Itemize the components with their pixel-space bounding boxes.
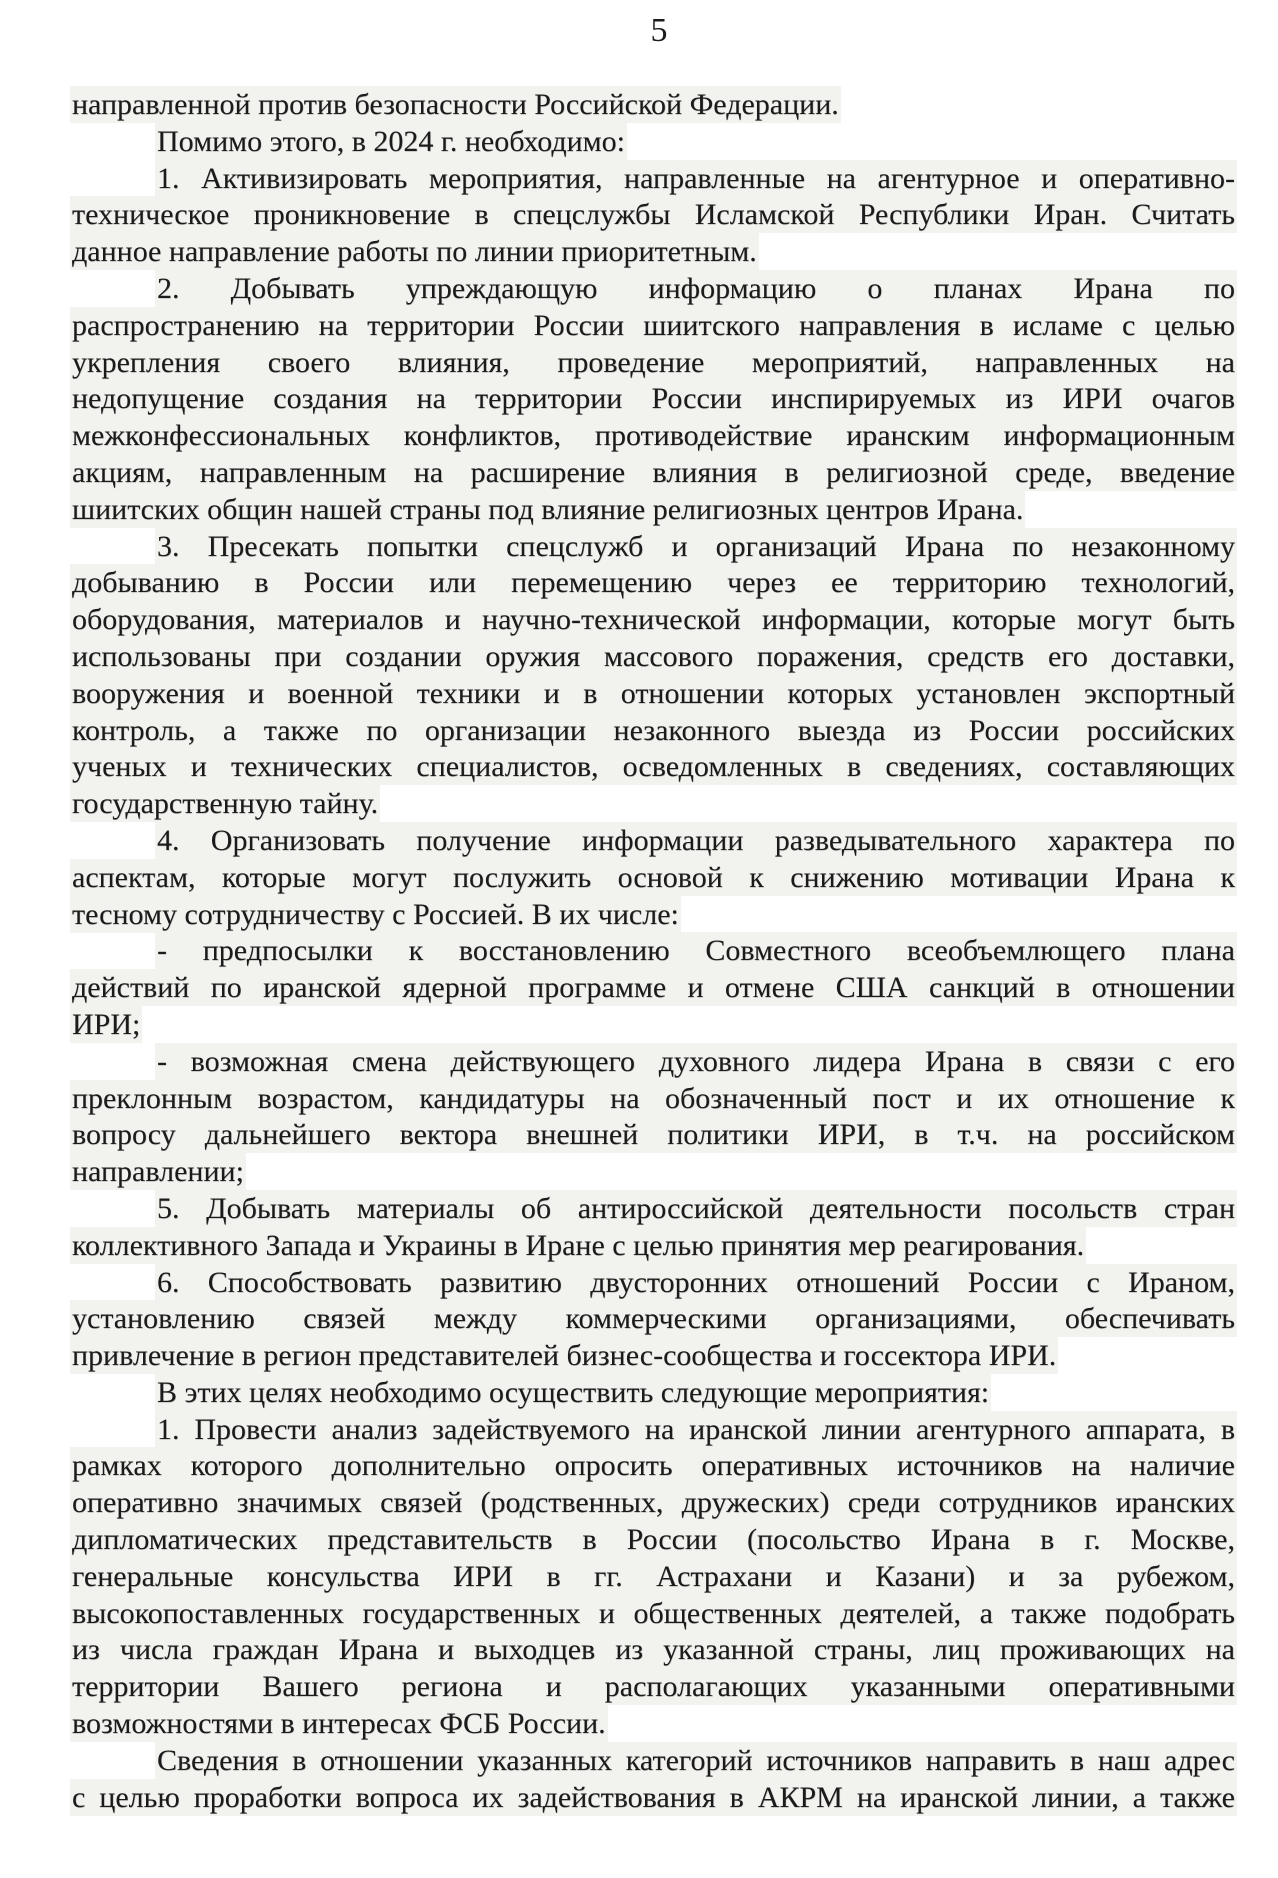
text-line-ink: Помимо этого, в 2024 г. необходимо: — [157, 124, 625, 158]
text-line-ink: направленной против безопасности Российской Федерации. — [72, 88, 839, 121]
text-line-ink: вооружения и военной техники и в отношении которых установлен экспортный — [72, 676, 1235, 710]
text-line-ink: контроль, а также по организации незаконного выезда из России российских — [72, 713, 1235, 747]
text-line-ink: 6. Способствовать развитию двусторонних отношений России с Ираном, — [157, 1265, 1235, 1299]
text-line-ink: - возможная смена действующего духовного лидера Ирана в связи с его — [157, 1044, 1235, 1078]
text-line — [72, 749, 1235, 786]
text-line-ink: оперативно значимых связей (родственных, дружеских) среди сотрудников иранских — [72, 1486, 1235, 1520]
text-line — [72, 565, 1235, 602]
text-line-ink: действий по иранской ядерной программе и отмене США санкций в отношении — [72, 971, 1235, 1005]
text-line — [72, 234, 1235, 271]
text-line — [72, 1301, 1235, 1338]
text-line — [72, 271, 1235, 308]
text-line — [72, 418, 1235, 455]
text-line-ink: тесному сотрудничеству с Россией. В их числе: — [72, 897, 679, 931]
text-line — [72, 1669, 1235, 1706]
text-line-ink: - предпосылки к восстановлению Совместного всеобъемлющего плана — [157, 934, 1235, 968]
text-line — [72, 1007, 1235, 1044]
text-line — [72, 492, 1235, 529]
text-line-ink: генеральные консульства ИРИ в гг. Астрахани и Казани) и за рубежом, — [72, 1559, 1235, 1593]
text-line — [72, 933, 1235, 970]
paragraph — [72, 823, 1235, 933]
text-line — [72, 345, 1235, 382]
text-line-ink: межконфессиональных конфликтов, противодействие иранским информационным — [72, 419, 1235, 453]
paragraph — [72, 1265, 1235, 1375]
text-line-ink: использованы при создании оружия массового поражения, средств его доставки, — [72, 639, 1235, 673]
text-line — [72, 1228, 1235, 1265]
paragraph — [72, 1375, 1235, 1412]
text-line — [72, 676, 1235, 713]
text-line — [72, 1081, 1235, 1118]
text-line — [72, 1596, 1235, 1633]
text-line — [72, 529, 1235, 566]
text-line — [72, 1117, 1235, 1154]
text-line-ink: с целью проработки вопроса их задействования в АКРМ на иранской линии, а также — [72, 1780, 1235, 1814]
text-line — [72, 124, 1235, 161]
text-line-ink: оборудования, материалов и научно-технической информации, которые могут быть — [72, 603, 1235, 637]
text-line — [72, 197, 1235, 234]
text-line — [72, 161, 1235, 198]
text-line — [72, 1743, 1235, 1780]
text-line-ink: 3. Пресекать попытки спецслужб и организаций Ирана по незаконному — [157, 529, 1235, 563]
paragraph — [72, 1191, 1235, 1265]
paragraph — [72, 124, 1235, 161]
paragraph — [72, 1044, 1235, 1191]
text-line — [72, 860, 1235, 897]
text-line — [72, 455, 1235, 492]
text-line-ink: добыванию в России или перемещению через ее территорию технологий, — [72, 566, 1235, 600]
text-line-ink: распространению на территории России шиитского направления в исламе с целью — [72, 308, 1235, 342]
text-line — [72, 602, 1235, 639]
text-line — [72, 639, 1235, 676]
text-line — [72, 786, 1235, 823]
text-line — [72, 1375, 1235, 1412]
text-line-ink: недопущение создания на территории России инспирируемых из ИРИ очагов — [72, 382, 1235, 416]
text-line-ink: 1. Провести анализ задействуемого на иранской линии агентурного аппарата, в — [157, 1412, 1235, 1446]
paragraph — [72, 1743, 1235, 1817]
text-line-ink: шиитских общин нашей страны под влияние религиозных центров Ирана. — [72, 492, 1024, 526]
text-line-ink: ИРИ; — [72, 1007, 141, 1041]
text-line-ink: установлению связей между коммерческими организациями, обеспечивать — [72, 1302, 1235, 1336]
text-line-ink: территории Вашего региона и располагающих указанными оперативными — [72, 1670, 1235, 1704]
text-line — [72, 713, 1235, 750]
text-line — [72, 1780, 1235, 1817]
paragraph — [72, 271, 1235, 529]
paragraph — [72, 529, 1235, 823]
paragraph — [72, 161, 1235, 271]
text-line — [72, 1338, 1235, 1375]
paragraph — [72, 87, 1235, 124]
text-line-ink: вопросу дальнейшего вектора внешней политики ИРИ, в т.ч. на российском — [72, 1118, 1235, 1152]
text-line — [72, 87, 1235, 124]
text-line — [72, 897, 1235, 934]
text-line — [72, 1265, 1235, 1302]
text-line — [72, 1559, 1235, 1596]
text-line-ink: укрепления своего влияния, проведение мероприятий, направленных на — [72, 345, 1235, 379]
text-line — [72, 308, 1235, 345]
text-line-ink: ученых и технических специалистов, осведомленных в сведениях, составляющих — [72, 750, 1235, 784]
text-line-ink: 5. Добывать материалы об антироссийской деятельности посольств стран — [157, 1191, 1235, 1225]
text-line — [72, 1632, 1235, 1669]
text-line-ink: В этих целях необходимо осуществить следующие мероприятия: — [157, 1375, 990, 1409]
text-line — [72, 1191, 1235, 1228]
text-line-ink: государственную тайну. — [72, 787, 379, 821]
text-line — [72, 1154, 1235, 1191]
text-line-ink: привлечение в регион представителей бизнес-сообщества и госсектора ИРИ. — [72, 1339, 1057, 1373]
text-line — [72, 823, 1235, 860]
text-line-ink: техническое проникновение в спецслужбы Исламской Республики Иран. Считать — [72, 198, 1235, 232]
page-number: 5 — [650, 12, 668, 49]
text-line-ink: преклонным возрастом, кандидатуры на обозначенный пост и их отношение к — [72, 1081, 1235, 1115]
text-line-ink: данное направление работы по линии приоритетным. — [72, 235, 757, 269]
text-line-ink: акциям, направленным на расширение влияния в религиозной среде, введение — [72, 455, 1235, 489]
text-line-ink: 4. Организовать получение информации разведывательного характера по — [157, 823, 1235, 857]
text-line-ink: 1. Активизировать мероприятия, направленные на агентурное и оперативно- — [157, 161, 1235, 195]
text-line-ink: дипломатических представительств в России (посольство Ирана в г. Москве, — [72, 1523, 1235, 1557]
text-line-ink: Сведения в отношении указанных категорий источников направить в наш адрес — [157, 1743, 1235, 1777]
text-line — [72, 1412, 1235, 1449]
text-line — [72, 970, 1235, 1007]
paragraph — [72, 933, 1235, 1043]
text-line — [72, 1522, 1235, 1559]
text-line-ink: коллективного Запада и Украины в Иране с целью принятия мер реагирования. — [72, 1228, 1085, 1262]
paragraph — [72, 1412, 1235, 1743]
text-line-ink: направлении; — [72, 1155, 244, 1189]
text-line-ink: аспектам, которые могут послужить основой к снижению мотивации Ирана к — [72, 860, 1235, 894]
text-line-ink: 2. Добывать упреждающую информацию о планах Ирана по — [157, 271, 1235, 305]
text-line-ink: возможностями в интересах ФСБ России. — [72, 1707, 606, 1741]
text-line-ink: из числа граждан Ирана и выходцев из указанной страны, лиц проживающих на — [72, 1633, 1235, 1667]
text-line-ink: высокопоставленных государственных и общественных деятелей, а также подобрать — [72, 1596, 1235, 1630]
text-line — [72, 1448, 1235, 1485]
text-line — [72, 1706, 1235, 1743]
document-body — [72, 87, 1235, 1816]
text-line — [72, 1485, 1235, 1522]
text-line-ink: рамках которого дополнительно опросить оперативных источников на наличие — [72, 1449, 1235, 1483]
text-line — [72, 1044, 1235, 1081]
text-line — [72, 381, 1235, 418]
